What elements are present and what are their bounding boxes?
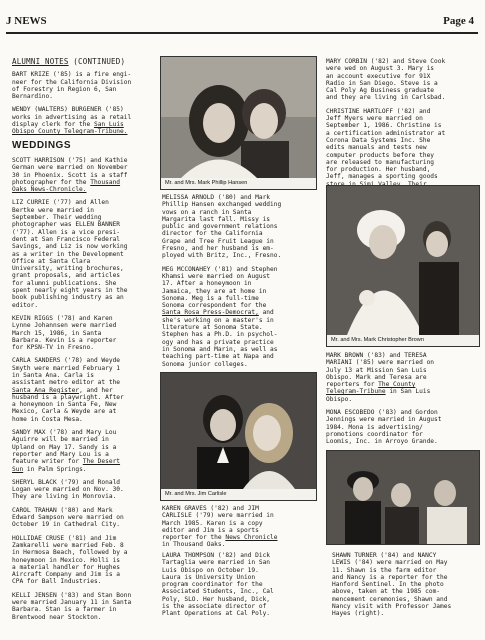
weddings-heading: WEDDINGS bbox=[12, 139, 71, 151]
photo-carlisle bbox=[160, 372, 317, 501]
publication-name: Thousand Oaks News-Chronicle. bbox=[12, 178, 121, 194]
couple-photo-image bbox=[161, 57, 316, 178]
wedding-announcement: HOLLIDAE CRUSE ('81) and Jim Zamkarelli were married Feb. 8 in Hermosa Beach, followed by a honeymoon in Mexico. Holli is a material handler for Hughes Aircraft Company and Jim is a CPA for Ball Industries. bbox=[12, 534, 128, 586]
wedding-announcement: KELLI JENSEN ('83) and Stan Bonn were married January 11 in Santa Barbara. Stan is a farmer in Brentwood near Stockton. bbox=[12, 591, 132, 621]
weddings-list bbox=[12, 157, 162, 621]
alumni-note: WENDY (WALTERS) BURGENER ('85) works in advertising as a retail display clerk for the San Luis Obispo County Telegram-Tribune. bbox=[12, 106, 132, 136]
column-2-middle bbox=[162, 505, 317, 555]
column-1 bbox=[12, 58, 162, 627]
wedding-announcement: MEG MCCONAHEY ('81) and Stephen Khamsi were married on August 17. After a honeymoon in Jamaica, they are at home in Sonoma. Meg is a full-time Sonoma correspondent for the Santa Rosa Press-Democrat, and she's working on a master's in literature at Sonoma State. Stephen has a Ph.D. in psychol- ogy and has a private practice in Sonoma and Marin, as well as teaching part-time at Napa and Sonoma junior colleges. bbox=[162, 265, 278, 368]
alumni-note: BART KRIZE ('85) is a fire engi- neer for the California Division of Forestry in Region 6, San Bernardino. bbox=[12, 71, 132, 101]
wedding-announcement: LIZ CURRIE ('77) and Allen Bertke were married in September. Their wedding photographer was ELLEN BANNER ('77). Allen is a vice presi- dent at San Francisco Federal Savings, and Liz is now working as a writer in the Development Office at Santa Clara University, writing brochures, grant proposals, and articles for alumni publications. She spent nearly eight years in the book publishing industry as an editor. bbox=[12, 199, 128, 309]
photo-caption: Mr. and Mrs. Jim Carlisle bbox=[161, 489, 316, 500]
photo-brown bbox=[326, 185, 480, 347]
photo-turner bbox=[326, 450, 480, 545]
wedding-announcement: MARY CORBIN ('82) and Steve Cook were wed on August 3. Mary is an account executive for 91X Radio in San Diego. Steve is a Cal Poly Ag Business graduate and they are living in Carlsbad. bbox=[326, 58, 446, 102]
couple-photo-image bbox=[161, 373, 316, 489]
alumni-notes-heading: ALUMNI NOTES (CONTINUED) bbox=[12, 57, 126, 66]
column-2-top bbox=[162, 194, 317, 374]
page-header bbox=[6, 14, 478, 34]
photo-caption: Mr. and Mrs. Mark Phillip Hansen bbox=[161, 178, 316, 189]
publication-name: Santa Ana Register bbox=[12, 386, 80, 394]
publication-name: The County Telegram-Tribune bbox=[326, 381, 416, 396]
wedding-announcement: SHERYL BLACK ('79) and Ronald Logan were married on Nov. 30. They are living in Monrovia. bbox=[12, 478, 124, 501]
couple-photo-image bbox=[327, 186, 479, 335]
publication-name: The Desert Sun bbox=[12, 458, 121, 473]
wedding-announcement: KEVIN RIGGS ('78) and Karen Lynne Johannsen were married March 15, 1986, in Santa Barbara. Kevin is a reporter for KPSN-TV in Fresno. bbox=[12, 314, 117, 352]
wedding-announcement: SCOTT HARRISON ('75) and Kathie German were married on November 30 in Phoenix. Scott is a staff photographer for the Thousand Oaks News-Chronicle. bbox=[12, 156, 128, 194]
publication-name: Santa Rosa Press-Democrat, bbox=[162, 309, 259, 317]
wedding-announcement: MONA ESCOBEDO ('83) and Gordon Jennings were married in August 1984. Mona is advertising/ promotions coordinator for Loomis, Inc. in Arroyo Grande. bbox=[326, 409, 442, 446]
newsletter-title: J NEWS bbox=[6, 15, 47, 27]
page-number: Page 4 bbox=[443, 15, 474, 27]
photo-caption: Mr. and Mrs. Mark Christopher Brown bbox=[327, 335, 479, 346]
column-2-bottom bbox=[162, 552, 317, 624]
publication-name: News Chronicle bbox=[225, 534, 278, 542]
wedding-announcement: LAURA THOMPSON ('82) and Dick Tartaglia were married in San Luis Obispo on October 19. Laura is University Union program coordinator for the Associated Students, Inc., Cal Poly, SLO. Her husband, Dick, is the associate director of Plant Operations at Cal Poly. bbox=[162, 552, 274, 618]
wedding-announcement: CHRISTINE HARTLOFF ('82) and Jeff Myers were married on September 1, 1986. Christine is a certification administrator at Corona Data Systems Inc. She edits manuals and tests new computer products before they are released to manufacturing for production. Her husband, Jeff, manages a sporting goods bbox=[326, 107, 446, 181]
wedding-announcement: CARLA SANDERS ('78) and Weyde Smyth were married February 1 in Santa Ana. Carla is assistant metro editor at the Santa Ana Register, and her husband is a playwright. After a honeymoon in Santa Fe, New Mexico, Carla & Weyde are at home in Costa Mesa. bbox=[12, 357, 124, 423]
column-3-top bbox=[326, 58, 478, 201]
wedding-announcement: CAROL TRAHAN ('80) and Mark Edward Sampson were married on October 19 in Cathedral City. bbox=[12, 506, 124, 529]
wedding-announcement: MARK BROWN ('83) and TERESA MARIANI ('85) were married on July 13 at Mission San Luis Obispo. Mark and Teresa are reporters for The County Telegram-Tribune in San Luis Obispo. bbox=[326, 352, 435, 403]
column-3-middle bbox=[326, 352, 478, 452]
column-3-bottom bbox=[332, 552, 482, 624]
wedding-announcement: KAREN GRAVES ('82) and JIM CARLISLE ('79) were married in March 1985. Karen is a copy editor and Jim is a sports reporter for the News Chronicle in Thousand Oaks. bbox=[162, 505, 278, 549]
wedding-announcement: SHAWN TURNER ('84) and NANCY LEWIS ('84) were married on May 11. Shawn is the farm editor and Nancy is a reporter for the Hanford Sentinel. In the photo above, taken at the 1985 com- mencement ceremonies, Shawn and Nancy visit with Professor James Hayes (right). bbox=[332, 552, 452, 618]
wedding-announcement: MELISSA ARNOLD ('80) and Mark Phillip Hansen exchanged wedding vows on a ranch in Santa Margarita last fall. Missy is public and government relations director for the California Grape and Tree Fruit League in Fresno, and her husband is em- ployed with Britz, Inc., Fresno. bbox=[162, 194, 282, 260]
photo-hansen bbox=[160, 56, 317, 190]
group-photo-image bbox=[327, 451, 479, 544]
wedding-announcement: SANDY MAX ('78) and Mary Lou Aguirre will be married in Upland on May 17. Sandy is a reporter and Mary Lou is a feature writer for The Desert Sun in Palm Springs. bbox=[12, 429, 121, 473]
